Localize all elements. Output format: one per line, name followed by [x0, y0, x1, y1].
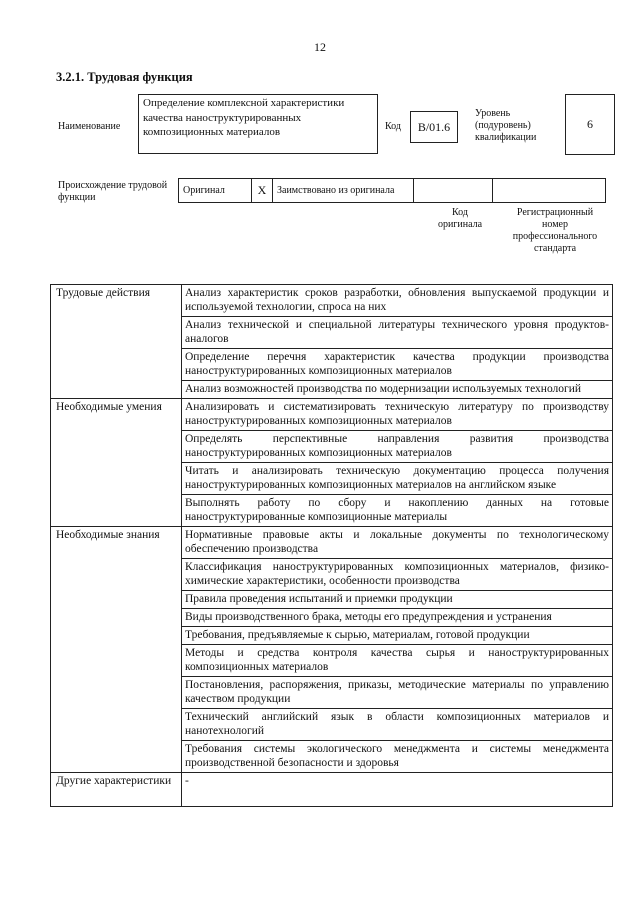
knowledge-label: Необходимые знания — [51, 527, 182, 773]
function-details-table — [50, 284, 613, 807]
table-row — [51, 285, 613, 317]
labor-action-item: Анализ характеристик сроков разработки, обновления выпускаемой продукции и используемой технологии, спроса на них — [182, 285, 613, 317]
skill-item: Анализировать и систематизировать техническую литературу по производству наноструктурированных композиционных материалов — [182, 399, 613, 431]
knowledge-item: Постановления, распоряжения, приказы, методические материалы по управлению качеством продукции — [182, 677, 613, 709]
skill-item: Определять перспективные направления развития производства наноструктурированных композиционных материалов — [182, 431, 613, 463]
name-value: Определение комплексной характеристики качества наноструктурированных композиционных материалов — [138, 94, 378, 154]
skill-item: Читать и анализировать техническую документацию процесса получения наноструктурированных композиционных материалов на английском языке — [182, 463, 613, 495]
table-row — [51, 773, 613, 807]
other-characteristics-value: - — [182, 773, 613, 807]
page-number: 12 — [314, 40, 326, 54]
registration-number-cell — [493, 179, 606, 203]
registration-number-caption: Регистрационный номер профессионального стандарта — [512, 207, 598, 254]
original-code-cell — [414, 179, 493, 203]
knowledge-item: Виды производственного брака, методы его предупреждения и устранения — [182, 609, 613, 627]
code-value: B/01.6 — [410, 111, 458, 143]
knowledge-item: Технический английский язык в области композиционных материалов и нанотехнологий — [182, 709, 613, 741]
origin-table — [178, 178, 606, 203]
knowledge-item: Правила проведения испытаний и приемки продукции — [182, 591, 613, 609]
original-mark: X — [252, 179, 273, 203]
knowledge-item: Нормативные правовые акты и локальные документы по технологическому обеспечению производства — [182, 527, 613, 559]
labor-action-item: Анализ возможностей производства по модернизации используемых технологий — [182, 381, 613, 399]
level-label: Уровень (подуровень) квалификации — [475, 108, 537, 143]
labor-action-item: Определение перечня характеристик качества продукции производства наноструктурированных композиционных материалов — [182, 349, 613, 381]
original-code-caption: Код оригинала — [437, 207, 483, 230]
section-title: 3.2.1. Трудовая функция — [56, 70, 193, 84]
knowledge-item: Методы и средства контроля качества сырья и наноструктурированных композиционных материалов — [182, 645, 613, 677]
level-value: 6 — [565, 94, 615, 155]
knowledge-item: Требования, предъявляемые к сырью, материалам, готовой продукции — [182, 627, 613, 645]
knowledge-item: Классификация наноструктурированных композиционных материалов, физико-химические характеристики, особенности производства — [182, 559, 613, 591]
table-row — [51, 527, 613, 559]
origin-label: Происхождение трудовой функции — [58, 180, 168, 203]
name-label: Наименование — [58, 121, 121, 132]
borrowed-label: Заимствовано из оригинала — [273, 179, 414, 203]
labor-action-item: Анализ технической и специальной литературы технического уровня продуктов-аналогов — [182, 317, 613, 349]
other-characteristics-label: Другие характеристики — [51, 773, 182, 807]
original-label: Оригинал — [179, 179, 252, 203]
skill-item: Выполнять работу по сбору и накоплению данных на готовые наноструктурированные композиционные материалы — [182, 495, 613, 527]
skills-label: Необходимые умения — [51, 399, 182, 527]
knowledge-item: Требования системы экологического менеджмента и системы менеджмента производственной безопасности и здоровья — [182, 741, 613, 773]
code-label: Код — [385, 121, 401, 132]
table-row — [51, 399, 613, 431]
labor-actions-label: Трудовые действия — [51, 285, 182, 399]
